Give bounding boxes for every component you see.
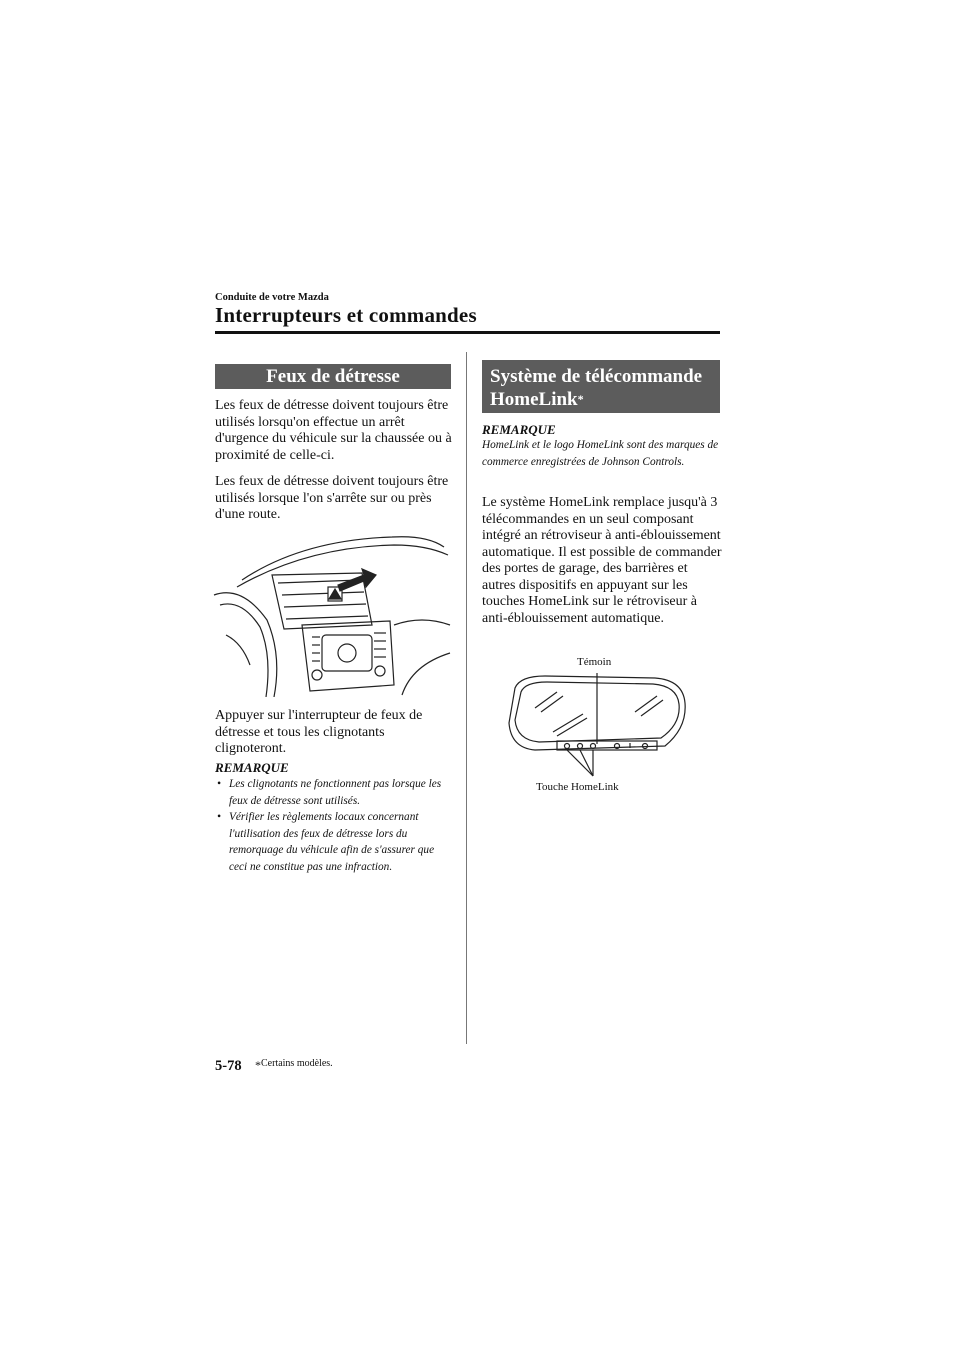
list-item bbox=[215, 809, 455, 875]
footer-note: *Certains modèles. bbox=[255, 1058, 333, 1072]
hazard-para-3: Appuyer sur l'interrupteur de feux de détresse et tous les clignotants clignoteront. bbox=[215, 708, 423, 756]
homelink-note-heading: REMARQUE bbox=[482, 422, 556, 437]
homelink-heading-line1: Système de télécommande bbox=[490, 366, 703, 387]
hazard-note-heading: REMARQUE bbox=[215, 760, 289, 775]
note-text: Vérifier les règlements locaux concernant l'utilisation des feux de détresse lors du remorquage du véhicule afin de s'assurer que ceci ne constitue pas une infraction. bbox=[229, 811, 435, 873]
homelink-heading-line2: HomeLink* bbox=[490, 389, 584, 410]
indicator-label: Témoin bbox=[577, 656, 612, 668]
page-number: 5-78 bbox=[215, 1058, 242, 1074]
homelink-para-1: Le système HomeLink remplace jusqu'à 3 télécommandes en un seul composant intégré an rétroviseur à anti-éblouissement automatique. Il est possible de commander des portes de garage, des barrières et autres dispositifs en appuyant sur les touches HomeLink sur le rétroviseur à anti-éblouissement automatique. bbox=[482, 495, 722, 626]
bullet-icon: • bbox=[217, 811, 221, 823]
list-item bbox=[215, 776, 455, 809]
hazard-lights-heading: Feux de détresse bbox=[215, 364, 451, 389]
homelink-note-text: HomeLink et le logo HomeLink sont des marques de commerce enregistrées de Johnson Controls. bbox=[482, 439, 719, 468]
bullet-icon: • bbox=[217, 778, 221, 790]
dashboard-illustration bbox=[212, 525, 452, 697]
hazard-para-2: Les feux de détresse doivent toujours être utilisés lorsque l'on s'arrête sur ou près d'une route. bbox=[215, 474, 449, 522]
hazard-para-1: Les feux de détresse doivent toujours être utilisés lorsqu'on effectue un arrêt d'urgence du véhicule sur la chaussée ou à proximité de celle-ci. bbox=[215, 398, 452, 463]
section-label: Conduite de votre Mazda bbox=[215, 292, 329, 303]
homelink-heading bbox=[482, 360, 720, 413]
mirror-illustration bbox=[505, 668, 690, 783]
column-divider bbox=[466, 352, 467, 1044]
title-rule bbox=[215, 331, 720, 334]
homelink-button-label: Touche HomeLink bbox=[536, 781, 619, 793]
page-title: Interrupteurs et commandes bbox=[215, 303, 477, 327]
hazard-note-list bbox=[215, 776, 455, 875]
note-text: Les clignotants ne fonctionnent pas lorsque les feux de détresse sont utilisés. bbox=[229, 778, 442, 807]
